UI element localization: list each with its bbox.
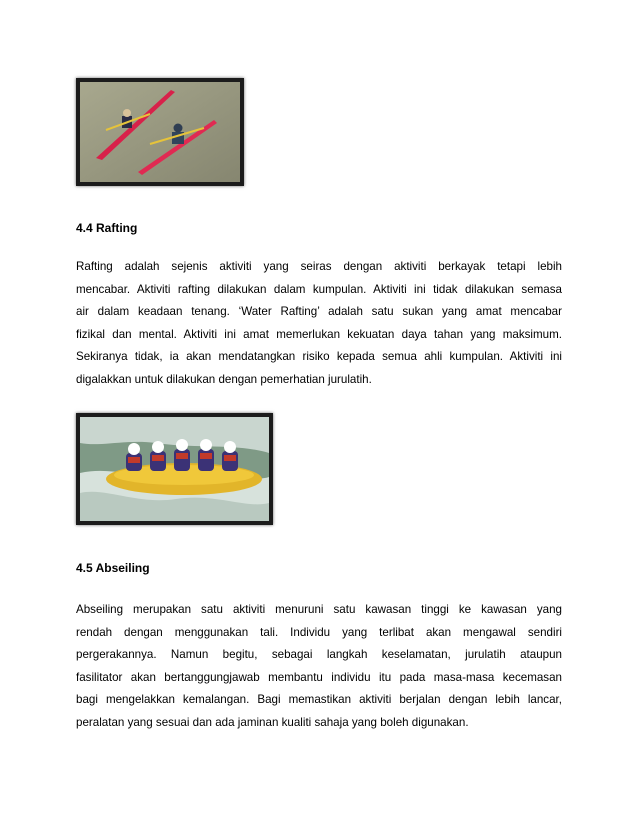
paragraph-abseiling xyxy=(76,599,562,734)
section-heading-rafting: 4.4 Rafting xyxy=(76,221,138,235)
raft-photo xyxy=(76,413,273,525)
text-line: pergerakannya. Namun begitu, sebagai langkah keselamatan, jurulatih ataupun xyxy=(76,648,562,661)
section-heading-abseiling: 4.5 Abseiling xyxy=(76,561,150,575)
text-line: fizikal dan mental. Aktiviti ini amat memerlukan kekuatan daya tahan yang maksimum. xyxy=(76,327,562,341)
text-line: peralatan yang sesuai dan ada jaminan kualiti sahaja yang boleh digunakan. xyxy=(76,715,469,729)
text-line: Abseiling merupakan satu aktiviti menuruni satu kawasan tinggi ke kawasan yang xyxy=(76,603,562,616)
text-line: bagi mengelakkan kemalangan. Bagi memastikan aktiviti berjalan dengan lebih lancar, xyxy=(76,693,562,706)
paragraph-rafting xyxy=(76,256,562,391)
text-line: rendah dengan menggunakan tali. Individu yang terlibat akan mengawal sendiri xyxy=(76,625,562,639)
text-line: air dalam keadaan tenang. ‘Water Rafting’ adalah satu sukan yang amat mencabar xyxy=(76,305,562,318)
kayak-photo xyxy=(76,78,244,186)
text-line: fasilitator akan bertanggungjawab membantu individu itu pada masa-masa kecemasan xyxy=(76,670,562,684)
text-line: digalakkan untuk dilakukan dengan pemerhatian jurulatih. xyxy=(76,372,372,386)
text-line: Rafting adalah sejenis aktiviti yang seiras dengan aktiviti berkayak tetapi lebih xyxy=(76,260,562,273)
text-line: Sekiranya tidak, ia akan mendatangkan risiko kepada semua ahli kumpulan. Aktiviti ini xyxy=(76,350,562,363)
text-line: mencabar. Aktiviti rafting dilakukan dalam kumpulan. Aktiviti ini tidak dilakukan semasa xyxy=(76,282,562,296)
